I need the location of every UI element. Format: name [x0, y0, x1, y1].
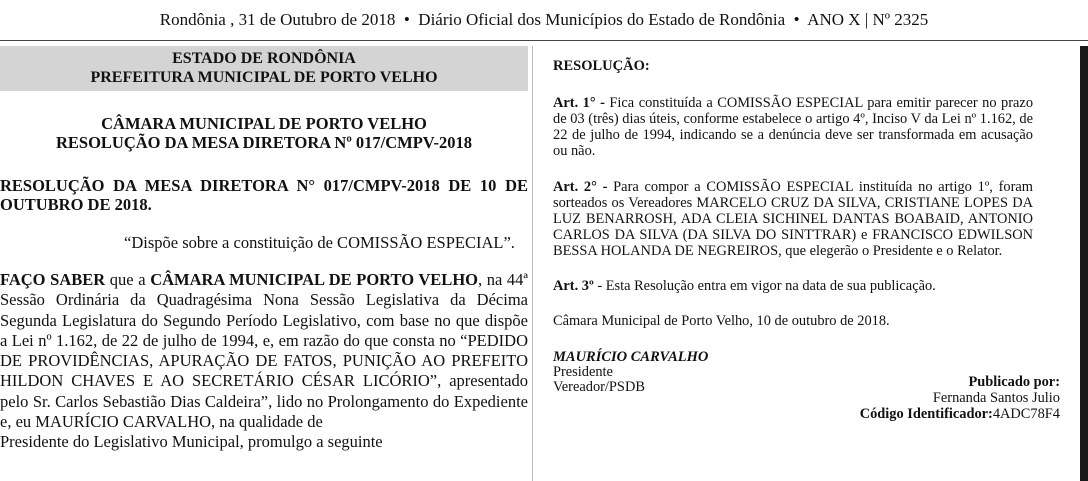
right-column	[553, 46, 1033, 395]
article-3	[553, 278, 1033, 294]
camara-title	[0, 114, 528, 152]
header-separator: •	[403, 10, 410, 29]
article-1-text: Fica constituída a COMISSÃO ESPECIAL para emitir parecer no prazo de 03 (três) dias úteis, conforme estabelece o artigo 4º, Inciso V da Lei nº 1.162, de 22 de julho de 1994, indicando se a denúncia deve ser transformada em acusação ou não.	[553, 95, 1034, 159]
signer-role: Presidente	[553, 364, 613, 380]
article-2-label: Art. 2° -	[553, 179, 608, 195]
article-1-label: Art. 1° -	[553, 95, 605, 111]
preamble-text: que a	[105, 270, 151, 289]
identifier-value: 4ADC78F4	[992, 406, 1060, 422]
section-banner	[0, 46, 528, 91]
header-separator: •	[793, 10, 800, 29]
identifier-label: Código Identificador:	[859, 406, 993, 422]
resolution-summary: “Dispõe sobre a constituição de COMISSÃO ESPECIAL”.	[124, 233, 515, 252]
article-3-label: Art. 3º	[553, 278, 594, 294]
published-by-label: Publicado por:	[968, 374, 1060, 390]
preamble-text: , na 44ª Sessão Ordinária da Quadragésima Nona Sessão Legislativa da Décima Segunda Legislatura do Segundo Período Legislativo, com base no que dispõe a Lei nº 1.162, de 22 de julho de 1994, e, em razão do que consta no “PEDIDO DE PROVIDÊNCIAS, APURAÇÃO DE FATOS, PUNIÇÃO AO PREFEITO HILDON CHAVES E AO SECRETÁRIO CÉSAR LICÓRIO”, apresentado pelo Sr. Carlos Sebastião Dias Caldeira”, lido no Prolongamento do Expediente e, eu MAURÍCIO CARVALHO, na qualidade de	[0, 270, 528, 432]
banner-prefeitura: PREFEITURA MUNICIPAL DE PORTO VELHO	[90, 69, 438, 86]
preamble-last-line: Presidente do Legislativo Municipal, promulgo a seguinte	[0, 432, 383, 452]
banner-state: ESTADO DE RONDÔNIA	[172, 50, 356, 67]
page-edge-shadow	[1080, 46, 1088, 481]
signer-party: Vereador/PSDB	[553, 379, 645, 395]
left-column	[0, 46, 528, 453]
resolution-label: RESOLUÇÃO:	[553, 58, 650, 74]
article-1	[553, 95, 1033, 159]
city-date: Câmara Municipal de Porto Velho, 10 de outubro de 2018.	[553, 313, 890, 329]
published-by-name: Fernanda Santos Julio	[932, 390, 1060, 406]
page-header	[0, 0, 1088, 41]
identifier-code	[553, 406, 1060, 422]
preamble-camara: CÂMARA MUNICIPAL DE PORTO VELHO	[150, 270, 478, 289]
header-location-date: Rondônia , 31 de Outubro de 2018	[159, 10, 396, 29]
article-2	[553, 179, 1033, 259]
preamble-lead: FAÇO SABER	[0, 270, 106, 289]
resolution-heading: RESOLUÇÃO DA MESA DIRETORA N° 017/CMPV-2018 DE 10 DE OUTUBRO DE 2018.	[0, 176, 528, 214]
article-3-text: - Esta Resolução entra em vigor na data de sua publicação.	[593, 278, 936, 294]
resolution-preamble	[0, 270, 528, 453]
header-edition: ANO X | Nº 2325	[807, 10, 929, 29]
camara-name: CÂMARA MUNICIPAL DE PORTO VELHO	[101, 114, 427, 133]
resolution-number: RESOLUÇÃO DA MESA DIRETORA Nº 017/CMPV-2018	[56, 133, 472, 152]
signer-name: MAURÍCIO CARVALHO	[553, 349, 709, 365]
article-2-text: Para compor a COMISSÃO ESPECIAL instituída no artigo 1º, foram sorteados os Vereadores MARCELO CRUZ DA SILVA, CRISTIANE LOPES DA LUZ BENARROSH, ADA CLEIA SICHINEL DANTAS BOABAID, ANTONIO CARLOS DA SILVA (DA SILVA DO SINTTRAR) e FRANCISCO EDWILSON BESSA HOLANDA DE NEGREIROS, que elegerão o Presidente e o Relator.	[553, 179, 1033, 259]
publication-info	[553, 374, 1060, 422]
column-divider	[532, 46, 533, 481]
header-publication: Diário Oficial dos Municípios do Estado de Rondônia	[418, 10, 786, 29]
